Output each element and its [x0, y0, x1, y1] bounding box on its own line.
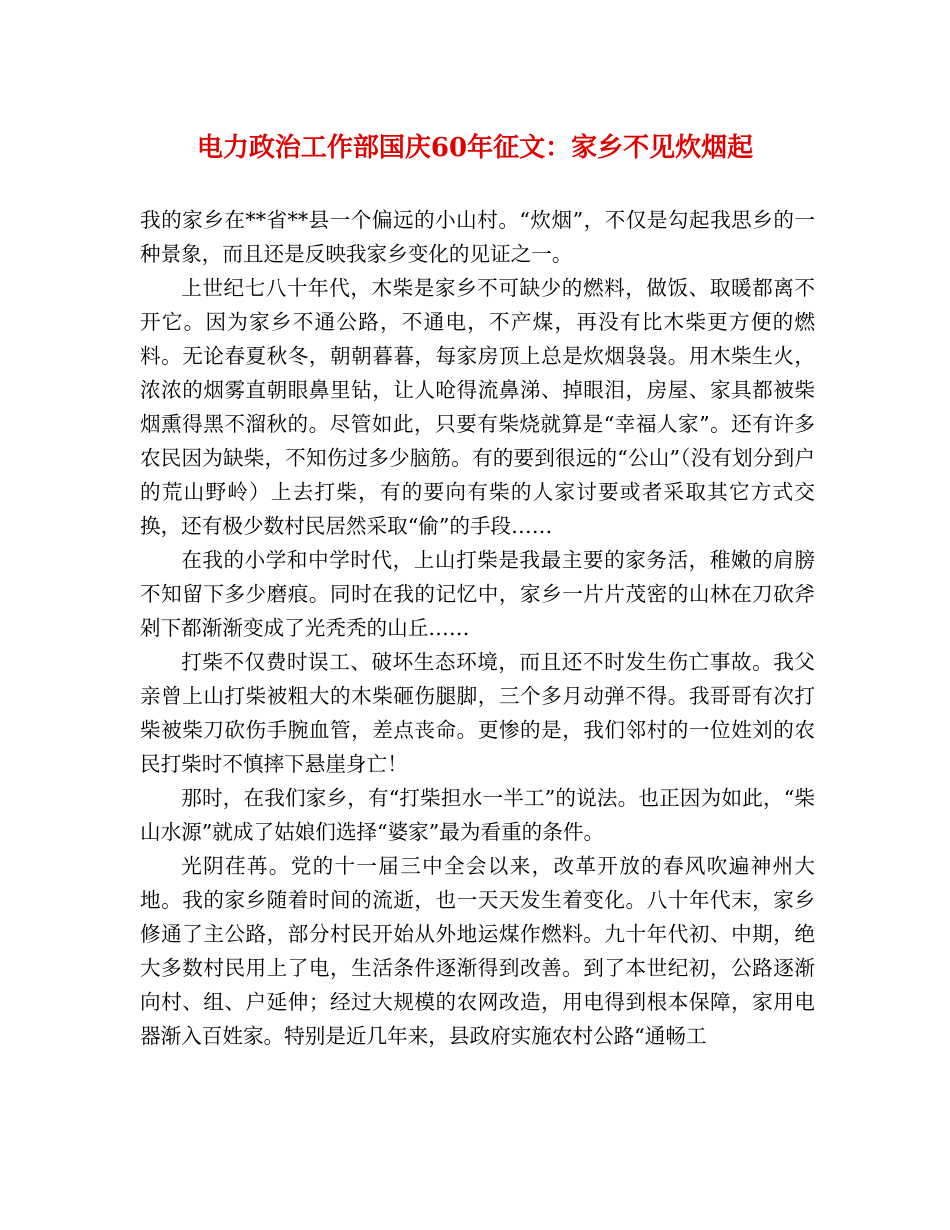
paragraph-1: 我的家乡在**省**县一个偏远的小山村。“炊烟”，不仅是勾起我思乡的一种景象，而且还是反映我家乡变化的见证之一。 [140, 208, 815, 266]
document-title: 电力政治工作部国庆60年征文：家乡不见炊烟起 [196, 133, 754, 163]
paragraph-5: 那时，在我们家乡，有“打柴担水一半工”的说法。也正因为如此，“柴山水源”就成了姑娘们选择“婆家”最为看重的条件。 [140, 786, 815, 844]
paragraph-3: 在我的小学和中学时代，上山打柴是我最主要的家务活，稚嫩的肩膀不知留下多少磨痕。同时在我的记忆中，家乡一片片茂密的山林在刀砍斧剁下都渐渐变成了光秃秃的山丘…… [140, 548, 815, 640]
paragraph-4: 打柴不仅费时误工、破坏生态环境，而且还不时发生伤亡事故。我父亲曾上山打柴被粗大的木柴砸伤腿脚，三个多月动弹不得。我哥哥有次打柴被柴刀砍伤手腕血管，差点丧命。更惨的是，我们邻村的一位姓刘的农民打柴时不慎摔下悬崖身亡！ [140, 650, 815, 776]
document-body [140, 203, 815, 1053]
paragraph-6: 光阴荏苒。党的十一届三中全会以来，改革开放的春风吹遍神州大地。我的家乡随着时间的流逝，也一天天发生着变化。八十年代末，家乡修通了主公路，部分村民开始从外地运煤作燃料。九十年代初、中期，绝大多数村民用上了电，生活条件逐渐得到改善。到了本世纪初，公路逐渐向村、组、户延伸；经过大规模的农网改造，用电得到根本保障，家用电器渐入百姓家。特别是近几年来，县政府实施农村公路“通畅工 [140, 854, 815, 1048]
paragraph-2: 上世纪七八十年代，木柴是家乡不可缺少的燃料，做饭、取暖都离不开它。因为家乡不通公路，不通电，不产煤，再没有比木柴更方便的燃料。无论春夏秋冬，朝朝暮暮，每家房顶上总是炊烟袅袅。用木柴生火，浓浓的烟雾直朝眼鼻里钻，让人呛得流鼻涕、掉眼泪，房屋、家具都被柴烟熏得黑不溜秋的。尽管如此，只要有柴烧就算是“幸福人家”。还有许多农民因为缺柴，不知伤过多少脑筋。有的要到很远的“公山”（没有划分到户的荒山野岭）上去打柴，有的要向有柴的人家讨要或者采取其它方式交换，还有极少数村民居然采取“偷”的手段…… [140, 276, 815, 538]
